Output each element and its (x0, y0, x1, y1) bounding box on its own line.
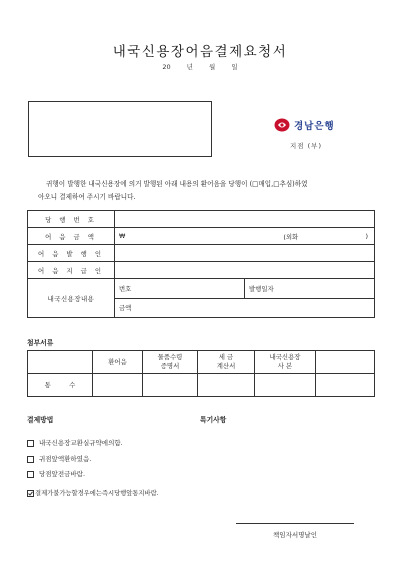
attachments-header-extra (316, 351, 375, 374)
date-day: 일 (231, 63, 238, 71)
drawee-field[interactable] (115, 262, 375, 279)
table-row (28, 211, 375, 228)
table-row (28, 351, 375, 374)
drawer-field[interactable] (115, 245, 375, 262)
header-lc-copy: 내국신용장 사 본 (255, 351, 316, 374)
settlement-options (27, 436, 123, 483)
intro-paragraph (38, 178, 380, 204)
count-extra[interactable] (316, 374, 375, 397)
attachments-title: 첨부서류 (27, 339, 54, 347)
header-tax-invoice: 세 금 계산서 (198, 351, 255, 374)
lc-amount-label: 금액 (119, 304, 132, 313)
header-receipt-certificate: 물품수령 증명서 (143, 351, 198, 374)
intro-line-2: 아오니 결제하여 주시기 바랍니다. (38, 193, 136, 201)
foreign-currency-label: (외화 (283, 232, 299, 241)
table-row (28, 262, 375, 279)
drawee-label: 어 음 지 급 인 (28, 262, 115, 279)
drawer-label: 어 음 발 행 인 (28, 245, 115, 262)
bank-name: 경남은행 (294, 121, 335, 132)
recipient-address-box[interactable] (28, 101, 212, 157)
bank-logo (274, 116, 356, 134)
lc-details-label: 내국신용장내용 (28, 279, 115, 318)
count-receipt-certificate[interactable] (143, 374, 198, 397)
settlement-option-2[interactable] (27, 452, 123, 468)
document-title: 내국신용장어음결제요청서 (112, 44, 288, 60)
branch-label: 지점 (부) (290, 142, 322, 150)
attachments-header-blank (28, 351, 93, 374)
special-notes-title: 특기사항 (200, 416, 227, 424)
bill-amount-field[interactable] (115, 228, 375, 245)
settlement-option-label: 당점앞전금바람. (39, 470, 86, 478)
intro-line-1: 귀행이 발행한 내국신용장에 의거 발행된 아래 내용의 환어음을 당행이 (□매입,□추심)하였 (46, 180, 308, 188)
notice-text: 결제가불가능할경우에는즉시당행앞통지바람. (35, 490, 159, 497)
count-bill-of-exchange[interactable] (93, 374, 143, 397)
signature-label: 책임자서명날인 (273, 531, 317, 539)
date-line (0, 62, 400, 71)
count-label: 통 수 (28, 374, 93, 397)
notice-line (27, 488, 159, 497)
table-row (28, 279, 375, 299)
won-symbol: ₩ (119, 232, 126, 240)
date-year: 년 (186, 63, 193, 71)
lc-number-label: 번호 (119, 284, 132, 293)
our-ref-number-field[interactable] (115, 211, 375, 228)
lc-issue-date-field[interactable] (245, 279, 375, 299)
bill-amount-label: 어 음 금 액 (28, 228, 115, 245)
settlement-method-title: 결제방법 (27, 416, 54, 424)
header-bill-of-exchange: 환어음 (93, 351, 143, 374)
count-tax-invoice[interactable] (198, 374, 255, 397)
table-row (28, 374, 375, 397)
settlement-option-label: 귀점앞액환하였음. (39, 454, 92, 463)
checked-box-icon (27, 490, 34, 497)
date-year-prefix: 20 (162, 63, 171, 71)
foreign-currency-close: ) (365, 232, 368, 240)
signature-line[interactable] (236, 523, 354, 524)
lc-amount-field[interactable] (115, 298, 375, 318)
settlement-option-1[interactable] (27, 436, 123, 452)
bill-info-table (27, 210, 375, 318)
attachments-table (27, 350, 375, 397)
our-ref-number-label: 당 행 번 호 (28, 211, 115, 228)
checkbox[interactable] (27, 440, 34, 447)
checkbox[interactable] (27, 456, 34, 463)
settlement-option-label: 내국신용장교환실규약에의함. (39, 439, 123, 447)
date-month: 월 (209, 63, 216, 71)
checkbox[interactable] (27, 471, 34, 478)
bank-logo-icon (274, 118, 290, 132)
table-row (28, 245, 375, 262)
settlement-option-3[interactable] (27, 467, 123, 483)
count-lc-copy[interactable] (255, 374, 316, 397)
lc-issue-date-label: 발행일자 (249, 284, 274, 293)
lc-number-field[interactable] (115, 279, 245, 299)
table-row (28, 228, 375, 245)
